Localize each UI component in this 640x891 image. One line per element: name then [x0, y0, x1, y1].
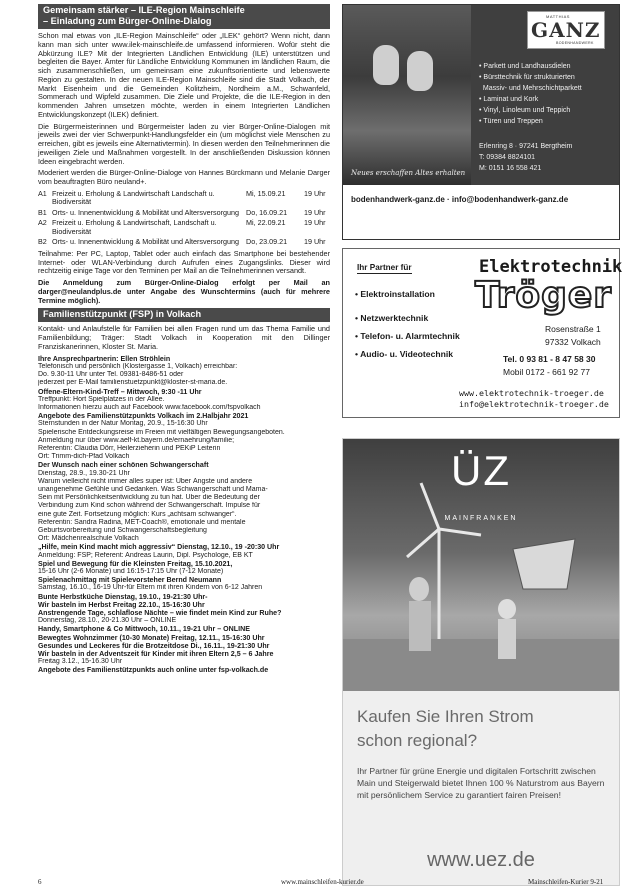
baby-feet-photo [343, 5, 471, 185]
program-line: Donnerstag, 28.10., 20-21.30 Uhr – ONLINE [38, 617, 177, 625]
schedule-code: B2 [38, 236, 47, 246]
registration-paragraph: Die Anmeldung zum Bürger-Online-Dialog erfolgt per Mail an darger@neulandplus.de unter Angabe des Wunschtermins (auch für mehrere Termine möglich). [38, 278, 330, 305]
program-line: Handy, Smartphone & Co Mittwoch, 10.11., 19-21 Uhr – ONLINE [38, 625, 250, 634]
service-item: • Türen und Treppen [479, 118, 543, 125]
schedule-date: Do, 16.09.21 [246, 207, 288, 217]
ad-elektrotechnik-troeger [342, 248, 623, 418]
schedule-time: 19 Uhr [304, 217, 326, 227]
schedule-date: Do, 23.09.21 [246, 236, 288, 246]
partner-text: Ihr Partner für [357, 263, 412, 272]
ad-uez-mainfranken [342, 438, 620, 886]
logo-sub-text: BODENHANDWERK [556, 41, 594, 45]
ganz-contact [479, 141, 572, 174]
schedule-topic: Orts- u. Innenentwicklung & Mobilität und Altersversorgung [52, 207, 239, 217]
troeger-website-link[interactable]: www.elektrotechnik-troeger.de [459, 388, 604, 398]
program-line: Spielenachmittag mit Spielevorsteher Bernd Neumann [38, 576, 222, 585]
program-line: Treffpunkt: Hort Spielplatzes in der Allee. [38, 395, 165, 403]
program-line: Sein mit Persönlichkeitsentwicklung zu tun hat. Über die Bedeutung der [38, 494, 260, 502]
program-line: 15-16 Uhr (2-6 Monate) und 16:15-17:15 Uhr (7-12 Monate) [38, 568, 224, 575]
page-number: 6 [38, 878, 42, 886]
troeger-services-rest [355, 291, 460, 363]
ad-ganz-bodenhandwerk [342, 4, 620, 240]
troeger-address [545, 323, 601, 349]
program-line: Wir basteln im Herbst Freitag 22.10., 15-16:30 Uhr [38, 600, 205, 609]
schedule-table [38, 190, 330, 248]
footer-issue: Mainschleifen-Kurier 9-21 [528, 878, 604, 886]
schedule-code: A2 [38, 217, 47, 227]
program-line: Samstag, 16.10., 16-19 Uhr-für Eltern mit ihren Kindern von 6-12 Jahren [38, 584, 263, 592]
troeger-tel: Tel. 0 93 81 - 8 47 58 30 [503, 354, 596, 364]
program-line: Dienstag, 28.9., 19.30-21 Uhr [38, 469, 130, 477]
ganz-url[interactable]: bodenhandwerk-ganz.de · info@bodenhandwerk-ganz.de [351, 195, 569, 204]
schedule-date: Mi, 15.09.21 [246, 188, 286, 198]
program-line: Bunte Herbstküche Dienstag, 19.10., 19-21:30 Uhr- [38, 592, 208, 601]
logo-main-text: GANZ [531, 18, 601, 42]
service-item: • Vinyl, Linoleum und Teppich [479, 107, 571, 114]
uez-logo-sub: MAINFRANKEN [444, 515, 518, 522]
address-street: Rosenstraße 1 [545, 324, 601, 334]
program-line: Referentin: Sandra Radina, MET-Coach®, emotionale und mentale [38, 518, 246, 526]
fsp-intro-paragraph: Kontakt- und Anlaufstelle für Familien bei allen Fragen rund um das Thema Familie und Familienbildung; Träger: Stadt Volkach in Kooperation mit den Dillinger Franziskanerinnen, Kloster St. Maria. [38, 324, 330, 351]
uez-body-text: Ihr Partner für grüne Energie und digitalen Fortschritt zwischen Main und Steigerwald bietet Ihnen 100 % Naturstrom aus Bayern mit persönlichem Service zu garantiert fairen Preisen! [357, 766, 605, 800]
left-column [38, 4, 330, 675]
service-item: • Laminat und Kork [479, 96, 539, 103]
program-line: Angebote des Familienstützpunkts Volkach im 2.Halbjahr 2021 [38, 412, 249, 421]
program-line: Ihre Ansprechpartnerin: Ellen Ströhlein [38, 354, 171, 363]
schedule-row [38, 238, 330, 248]
logo-top-text: MATTHIAS [546, 14, 570, 19]
schedule-topic: Orts- u. Innenentwicklung & Mobilität und Altersversorgung [52, 236, 239, 246]
schedule-time: 19 Uhr [304, 207, 326, 217]
program-line: Wir basteln in der Adventszeit für Kinder mit ihren Eltern 2,5 – 6 Jahre [38, 650, 274, 659]
slogan-line-1: Kaufen Sie Ihren Strom [357, 707, 534, 726]
troeger-service-item: • Elektroinstallation [355, 285, 435, 303]
service-item: • Bürsttechnik für strukturierten [479, 74, 575, 81]
troeger-partner-label [357, 263, 412, 272]
ile-intro-paragraph: Schon mal etwas von „ILE-Region Mainschleife“ oder „ILEK“ gehört? Wenn nicht, dann kann man sich unter www.ilek-mainschleife.de umfassend informieren. Wofür steht die Abkürzung ILE? Mit der Integrierten Ländlichen Entwicklung (ILE) unterstützen und begleiten die Bayer. Ämter für Ländliche Entwicklung Kommunen im ländlichen Raum, die sich zusammenschließen, um gemeinsam eine zukunftsorientierte und lebenswerte Region zu gestalten. In der neuen ILE-Region Mainschleife sind die Stadt Volkach, der Markt Eisenheim und die Gemeinden Kolitzheim, Nordheim a.M., Schwanfeld, Sommerach und Wipfeld zusammen. Die Ziele und Projekte, die die ILE-Region in den kommenden Jahren umsetzen möchte, werden in einem Integrierten Ländlichen Entwicklungskonzept (ILEK) definiert. [38, 31, 330, 119]
troeger-service-item: • Audio- u. Videotechnik [355, 345, 460, 363]
footer-url[interactable]: www.mainschleifen-kurier.de [281, 878, 364, 886]
troeger-service-item: • Telefon- u. Alarmtechnik [355, 327, 460, 345]
heading-line-2: – Einladung zum Bürger-Online-Dialog [43, 16, 212, 26]
program-line: Gesundes und Leckeres für die Brotzeitdose Di., 16.11., 19-21:30 Uhr [38, 641, 270, 650]
program-line: Anmeldung nur über www.aelf-kt.bayern.de/ernaehrung/familie; [38, 436, 235, 444]
contact-mobile: M: 0151 16 558 421 [479, 165, 542, 172]
program-line: Freitag 3.12., 15-16.30 Uhr [38, 658, 123, 666]
program-line: Geburtsvorbereitung und Schwangerschaftsbegleitung [38, 526, 207, 534]
schedule-topic: Freizeit u. Erholung & Landwirtschaft, Landschaft u. Biodiversität [52, 217, 217, 236]
program-line: Warum vielleicht nicht immer alles super ist: Über Ängste und andere [38, 477, 253, 485]
program-line: Ort: Mädchenrealschule Volkach [38, 535, 139, 543]
fsp-program-list [38, 355, 330, 675]
slogan-line-2: schon regional? [357, 731, 478, 750]
program-line: Anmeldung: FSP; Referent: Andreas Laurin, Dipl. Psychologe, EB KT [38, 551, 253, 559]
participation-paragraph: Teilnahme: Per PC, Laptop, Tablet oder auch einfach das Smartphone bei bestehender Internet- oder WLAN-Verbindung durch Aufrufen eines Zugangslinks. Dieser wird rechtzeitig einige Tage vor den Terminen per Mail an die Teilnehmerinnen versandt. [38, 248, 330, 276]
troeger-mobile: Mobil 0172 - 661 92 77 [503, 367, 590, 377]
program-line: unangenehme Gefühle und Gedanken. Was Schwangerschaft und Mama- [38, 485, 268, 493]
contact-address: Erlenring 8 · 97241 Bergtheim [479, 143, 573, 150]
program-line: Verbindung zum Kind schon während der Schwangerschaft. Impulse für [38, 502, 261, 510]
program-line: jederzeit per E-Mail familienstuetzpunkt@kloster-st-maria.de. [38, 379, 228, 387]
contact-phone: T: 09384 8824101 [479, 154, 536, 161]
program-line: „Hilfe, mein Kind macht mich aggressiv“ Dienstag, 12.10., 19 -20:30 Uhr [38, 543, 280, 552]
section-heading-ile [38, 4, 330, 29]
heading-line-1: Gemeinsam stärker – ILE-Region Mainschleife [43, 5, 245, 15]
troeger-service-item: • Netzwerktechnik [355, 309, 460, 327]
uez-website-link[interactable]: www.uez.de [427, 849, 535, 871]
fsp-heading: Familienstützpunkt (FSP) in Volkach [43, 309, 202, 320]
program-line: Do. 9.30-11 Uhr unter Tel. 09381-8486-51 oder [38, 371, 184, 379]
service-item: Massiv- und Mehrschichtparkett [479, 85, 582, 92]
ganz-services-list [479, 61, 582, 127]
program-line: Der Wunsch nach einer schönen Schwangerschaft [38, 461, 209, 470]
uez-slogan [357, 705, 534, 753]
program-line: Anstrengende Tage, schlaflose Nächte – wie findet mein Kind zur Ruhe? [38, 609, 282, 618]
troeger-brand-top: Elektrotechnik [479, 257, 623, 277]
program-line: Spiel und Bewegung für die Kleinsten Freitag, 15.10.2021, [38, 559, 233, 568]
schedule-code: B1 [38, 207, 47, 217]
ganz-logo [527, 11, 605, 49]
program-line: Angebote des Familienstützpunkts auch online unter fsp-volkach.de [38, 666, 269, 675]
section-heading-fsp [38, 308, 330, 322]
schedule-code: A1 [38, 188, 47, 198]
program-line: Offene-Eltern-Kind-Treff – Mittwoch, 9:30 -11 Uhr [38, 387, 202, 396]
schedule-time: 19 Uhr [304, 188, 326, 198]
schedule-time: 19 Uhr [304, 236, 326, 246]
schedule-topic: Freizeit u. Erholung & Landwirtschaft Landschaft u. Biodiversität [52, 188, 215, 207]
program-line: Ort: Trimm-dich-Pfad Volkach [38, 453, 130, 461]
program-line: eine gute Zeit. Fortsetzung möglich: Kurs „achtsam schwanger“. [38, 510, 237, 518]
foot-shape [407, 51, 433, 91]
schedule-row [38, 219, 330, 238]
troeger-brand-logo: Tröger [475, 275, 613, 316]
schedule-row [38, 190, 330, 209]
ile-moderation-paragraph: Moderiert werden die Bürger-Online-Dialoge von Hannes Bürckmann und Melanie Darger vom beauftragten Büro neuland+. [38, 168, 330, 186]
troeger-email-link[interactable]: info@elektrotechnik-troeger.de [459, 399, 609, 409]
program-line: Referentin: Claudia Dörr, Heilerzieherin und PEKiP Leiterin [38, 444, 221, 452]
foot-shape [373, 45, 399, 85]
family-kite-photo [343, 439, 619, 691]
troeger-phones [503, 353, 595, 379]
address-city: 97332 Volkach [545, 337, 601, 347]
schedule-date: Mi, 22.09.21 [246, 217, 286, 227]
service-item: • Parkett und Landhausdielen [479, 63, 571, 70]
photo-caption: Neues erschaffen Altes erhalten [351, 169, 466, 177]
uez-logo: ÜZ [451, 447, 511, 494]
troeger-web [459, 388, 609, 410]
ganz-info-panel [471, 5, 619, 185]
program-line: Bewegtes Wohnzimmer (10-30 Monate) Freitag, 12.11., 15-16:30 Uhr [38, 633, 265, 642]
program-line: Telefonisch und persönlich (Klostergasse 1, Volkach) erreichbar: [38, 362, 238, 370]
program-line: Spielerische Entdeckungsreise im Freien mit vielfältigen Bewegungsangeboten. [38, 428, 285, 436]
ile-dialog-paragraph: Die Bürgermeisterinnen und Bürgermeister laden zu vier Bürger-Online-Dialogen mit jeweils zwei der vier Schwerpunkt-Handlungsfelder ein (um möglichst viele Menschen zu erreichen, gibt es jeweils eine Alternativtermin). In diesen werden den Teilnehmerinnen die jeweiligen Ziele und Maßnahmen vorgestellt. In der anschließenden Diskussion können Ideen eingebracht werden. [38, 121, 330, 166]
program-line: Sternstunden in der Natur Montag, 20.9., 15-16:30 Uhr [38, 420, 208, 428]
program-line: Informationen hierzu auch auf Facebook www.facebook.com/fspvolkach [38, 403, 261, 411]
